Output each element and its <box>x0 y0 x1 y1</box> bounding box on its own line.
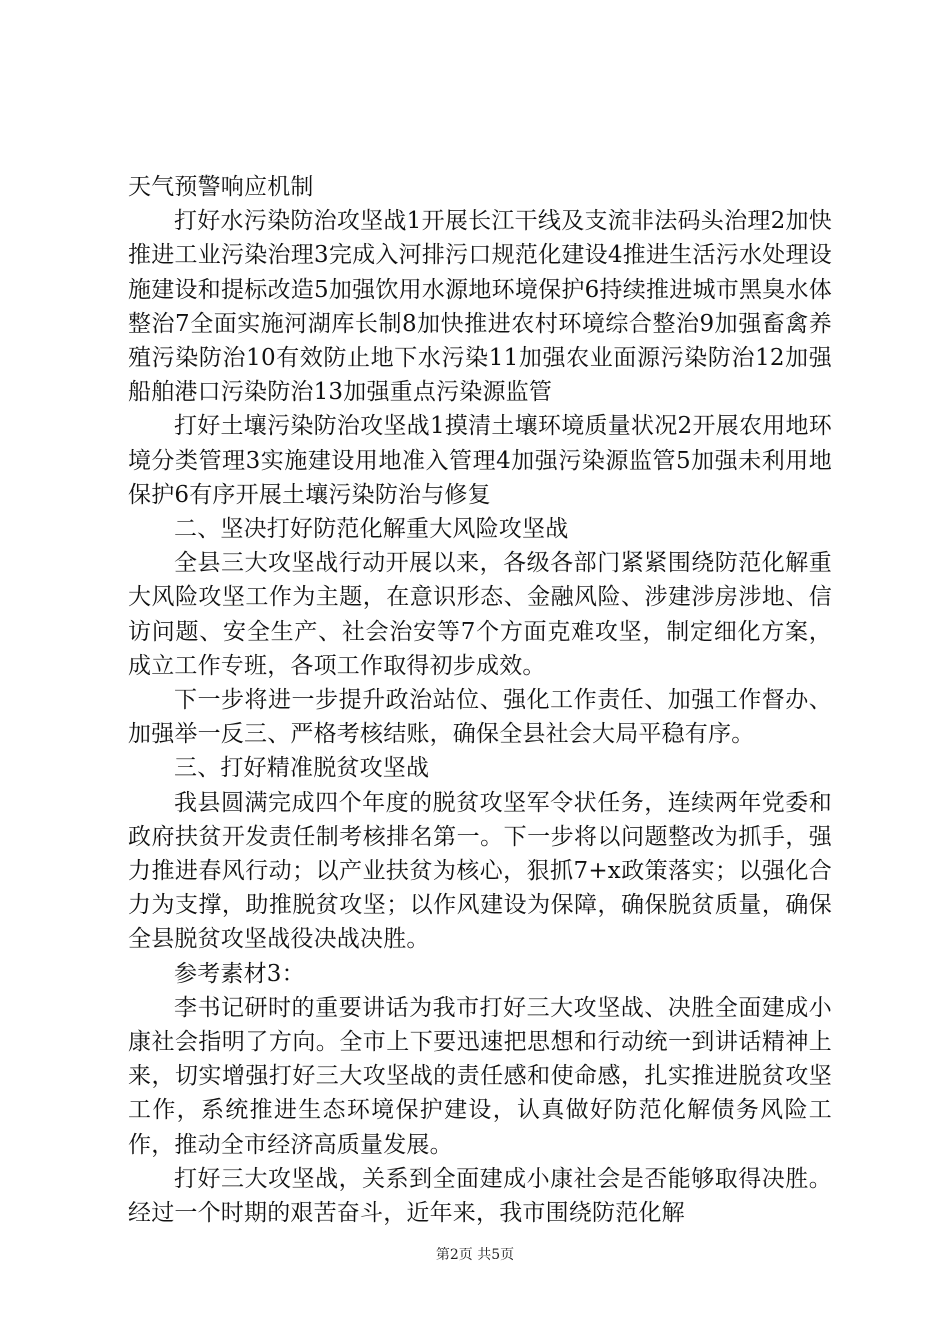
page-number-footer: 第2页 共5页 <box>435 1247 515 1263</box>
paragraph-speech: 李书记研时的重要讲话为我市打好三大攻坚战、决胜全面建成小康社会指明了方向。全市上下要迅速把思想和行动统一到讲话精神上来，切实增强打好三大攻坚战的责任感和使命感，扎实推进脱贫攻坚工作，系统推进生态环境保护建设，认真做好防范化解债务风险工作，推动全市经济高质量发展。 <box>128 994 832 1158</box>
paragraph-poverty: 我县圆满完成四个年度的脱贫攻坚军令状任务，连续两年党委和政府扶贫开发责任制考核排名第一。下一步将以问题整改为抓手，强力推进春风行动；以产业扶贫为核心，狠抓7+x政策落实；以强化合力为支撑，助推脱贫攻坚；以作风建设为保障，确保脱贫质量，确保全县脱贫攻坚战役决战决胜。 <box>128 789 832 953</box>
reference-label: 参考素材3： <box>174 960 305 987</box>
paragraph-three-battles: 打好三大攻坚战，关系到全面建成小康社会是否能够取得决胜。经过一个时期的艰苦奋斗，近年来，我市围绕防范化解 <box>128 1165 832 1227</box>
section-heading-risk: 二、坚决打好防范化解重大风险攻坚战 <box>174 516 569 543</box>
document-body <box>128 170 832 1230</box>
section-heading-poverty: 三、打好精准脱贫攻坚战 <box>174 755 430 782</box>
paragraph-risk-progress: 全县三大攻坚战行动开展以来，各级各部门紧紧围绕防范化解重大风险攻坚工作为主题，在意识形态、金融风险、涉建涉房涉地、信访问题、安全生产、社会治安等7个方面克难攻坚，制定细化方案，成立工作专班，各项工作取得初步成效。 <box>128 550 832 679</box>
paragraph-risk-next-steps: 下一步将进一步提升政治站位、强化工作责任、加强工作督办、加强举一反三、严格考核结账，确保全县社会大局平稳有序。 <box>128 687 832 748</box>
paragraph-water-pollution: 打好水污染防治攻坚战1开展长江干线及支流非法码头治理2加快推进工业污染治理3完成入河排污口规范化建设4推进生活污水处理设施建设和提标改造5加强饮用水源地环境保护6持续推进城市黑臭水体整治7全面实施河湖库长制8加快推进农村环境综合整治9加强畜禽养殖污染防治10有效防止地下水污染11加强农业面源污染防治12加强船舶港口污染防治13加强重点污染源监管 <box>128 208 832 406</box>
paragraph-continuation: 天气预警响应机制 <box>128 174 314 200</box>
paragraph-soil-pollution: 打好土壤污染防治攻坚战1摸清土壤环境质量状况2开展农用地环境分类管理3实施建设用地准入管理4加强污染源监管5加强未利用地保护6有序开展土壤污染防治与修复 <box>128 413 832 508</box>
